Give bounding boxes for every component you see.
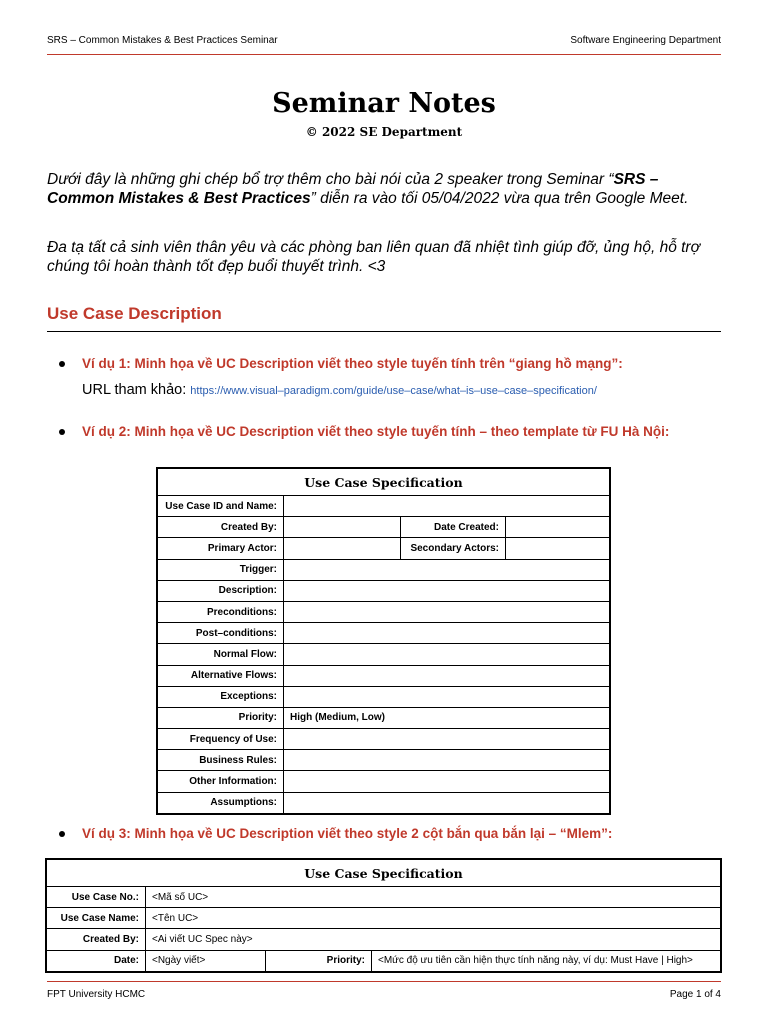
label-secondary-actors: Secondary Actors:	[401, 538, 506, 559]
value-cell	[284, 538, 401, 559]
label-alternative-flows: Alternative Flows:	[158, 665, 284, 686]
table-2-title: Use Case Specification	[47, 860, 721, 887]
value-cell	[506, 517, 610, 538]
value-cell	[506, 538, 610, 559]
use-case-spec-table-1	[157, 468, 610, 814]
label-priority: Priority:	[158, 707, 284, 728]
value-cell	[284, 665, 610, 686]
label-assumptions: Assumptions:	[158, 792, 284, 813]
page-footer	[47, 989, 721, 1003]
example-3-heading: Ví dụ 3: Minh họa về UC Description viết theo style 2 cột bắn qua bắn lại – “Mlem”:	[82, 826, 613, 841]
label-description: Description:	[158, 580, 284, 601]
intro-seminar-name: SRS – Common Mistakes & Best Practices	[47, 171, 659, 207]
use-case-spec-table-2	[46, 859, 721, 972]
label-use-case-id: Use Case ID and Name:	[158, 496, 284, 517]
header-left-text: SRS – Common Mistakes & Best Practices Seminar	[47, 35, 278, 46]
page-subtitle: © 2022 SE Department	[305, 125, 463, 139]
footer-left-text: FPT University HCMC	[47, 989, 146, 1000]
example-1-heading: Ví dụ 1: Minh họa về UC Description viết theo style tuyến tính trên “giang hồ mạng”:	[82, 356, 623, 371]
intro-text-before: Dưới đây là những ghi chép bổ trợ thêm cho bài nói của 2 speaker trong Seminar “	[47, 171, 614, 188]
value-cell	[284, 729, 610, 750]
label-business-rules: Business Rules:	[158, 750, 284, 771]
value-cell	[284, 644, 610, 665]
header-divider	[47, 54, 721, 55]
label-created-by: Created By:	[158, 517, 284, 538]
intro-paragraph-1	[47, 170, 723, 208]
label-normal-flow: Normal Flow:	[158, 644, 284, 665]
value-date: <Ngày viết>	[146, 950, 266, 971]
page-title: Seminar Notes	[272, 88, 496, 119]
value-cell	[284, 496, 610, 517]
label-trigger: Trigger:	[158, 559, 284, 580]
label-frequency: Frequency of Use:	[158, 729, 284, 750]
label-primary-actor: Primary Actor:	[158, 538, 284, 559]
value-cell	[284, 686, 610, 707]
value-cell	[284, 750, 610, 771]
example-2-heading: Ví dụ 2: Minh họa về UC Description viết theo style tuyến tính – theo template từ FU Hà Nội:	[82, 424, 670, 439]
intro-text-after: ” diễn ra vào tối 05/04/2022 vừa qua trên Google Meet.	[310, 190, 689, 207]
label-use-case-name: Use Case Name:	[47, 908, 146, 929]
value-cell	[284, 559, 610, 580]
bullet-icon	[59, 831, 65, 837]
value-cell	[284, 601, 610, 622]
reference-link[interactable]: https://www.visual–paradigm.com/guide/use–case/what–is–use–case–specification/	[190, 385, 597, 397]
value-use-case-no: <Mã số UC>	[146, 887, 721, 908]
label-priority: Priority:	[266, 950, 372, 971]
value-priority: High (Medium, Low)	[284, 707, 610, 728]
table-1-title: Use Case Specification	[158, 469, 610, 496]
label-exceptions: Exceptions:	[158, 686, 284, 707]
bullet-icon	[59, 361, 65, 367]
value-cell	[284, 517, 401, 538]
label-postconditions: Post–conditions:	[158, 623, 284, 644]
intro-paragraph-2: Đa tạ tất cả sinh viên thân yêu và các phòng ban liên quan đã nhiệt tình giúp đỡ, ủng hộ, hỗ trợ chúng tôi hoàn thành tốt đẹp buổi thuyết trình. <3	[47, 239, 700, 275]
bullet-icon	[59, 429, 65, 435]
footer-divider	[47, 981, 721, 982]
value-use-case-name: <Tên UC>	[146, 908, 721, 929]
label-date-created: Date Created:	[401, 517, 506, 538]
label-other-information: Other Information:	[158, 771, 284, 792]
label-use-case-no: Use Case No.:	[47, 887, 146, 908]
header-right-text: Software Engineering Department	[570, 35, 721, 46]
label-created-by: Created By:	[47, 929, 146, 950]
page-number: Page 1 of 4	[669, 989, 721, 1000]
reference-line	[82, 382, 597, 398]
value-cell	[284, 623, 610, 644]
label-preconditions: Preconditions:	[158, 601, 284, 622]
section-divider	[47, 331, 721, 332]
value-created-by: <Ai viết UC Spec này>	[146, 929, 721, 950]
value-cell	[284, 580, 610, 601]
label-date: Date:	[47, 950, 146, 971]
page-header	[47, 35, 721, 49]
value-cell	[284, 771, 610, 792]
section-heading: Use Case Description	[47, 304, 222, 323]
value-cell	[284, 792, 610, 813]
value-priority: <Mức độ ưu tiên cần hiện thực tính năng này, ví dụ: Must Have | High>	[372, 950, 721, 971]
reference-label: URL tham khảo:	[82, 382, 191, 398]
